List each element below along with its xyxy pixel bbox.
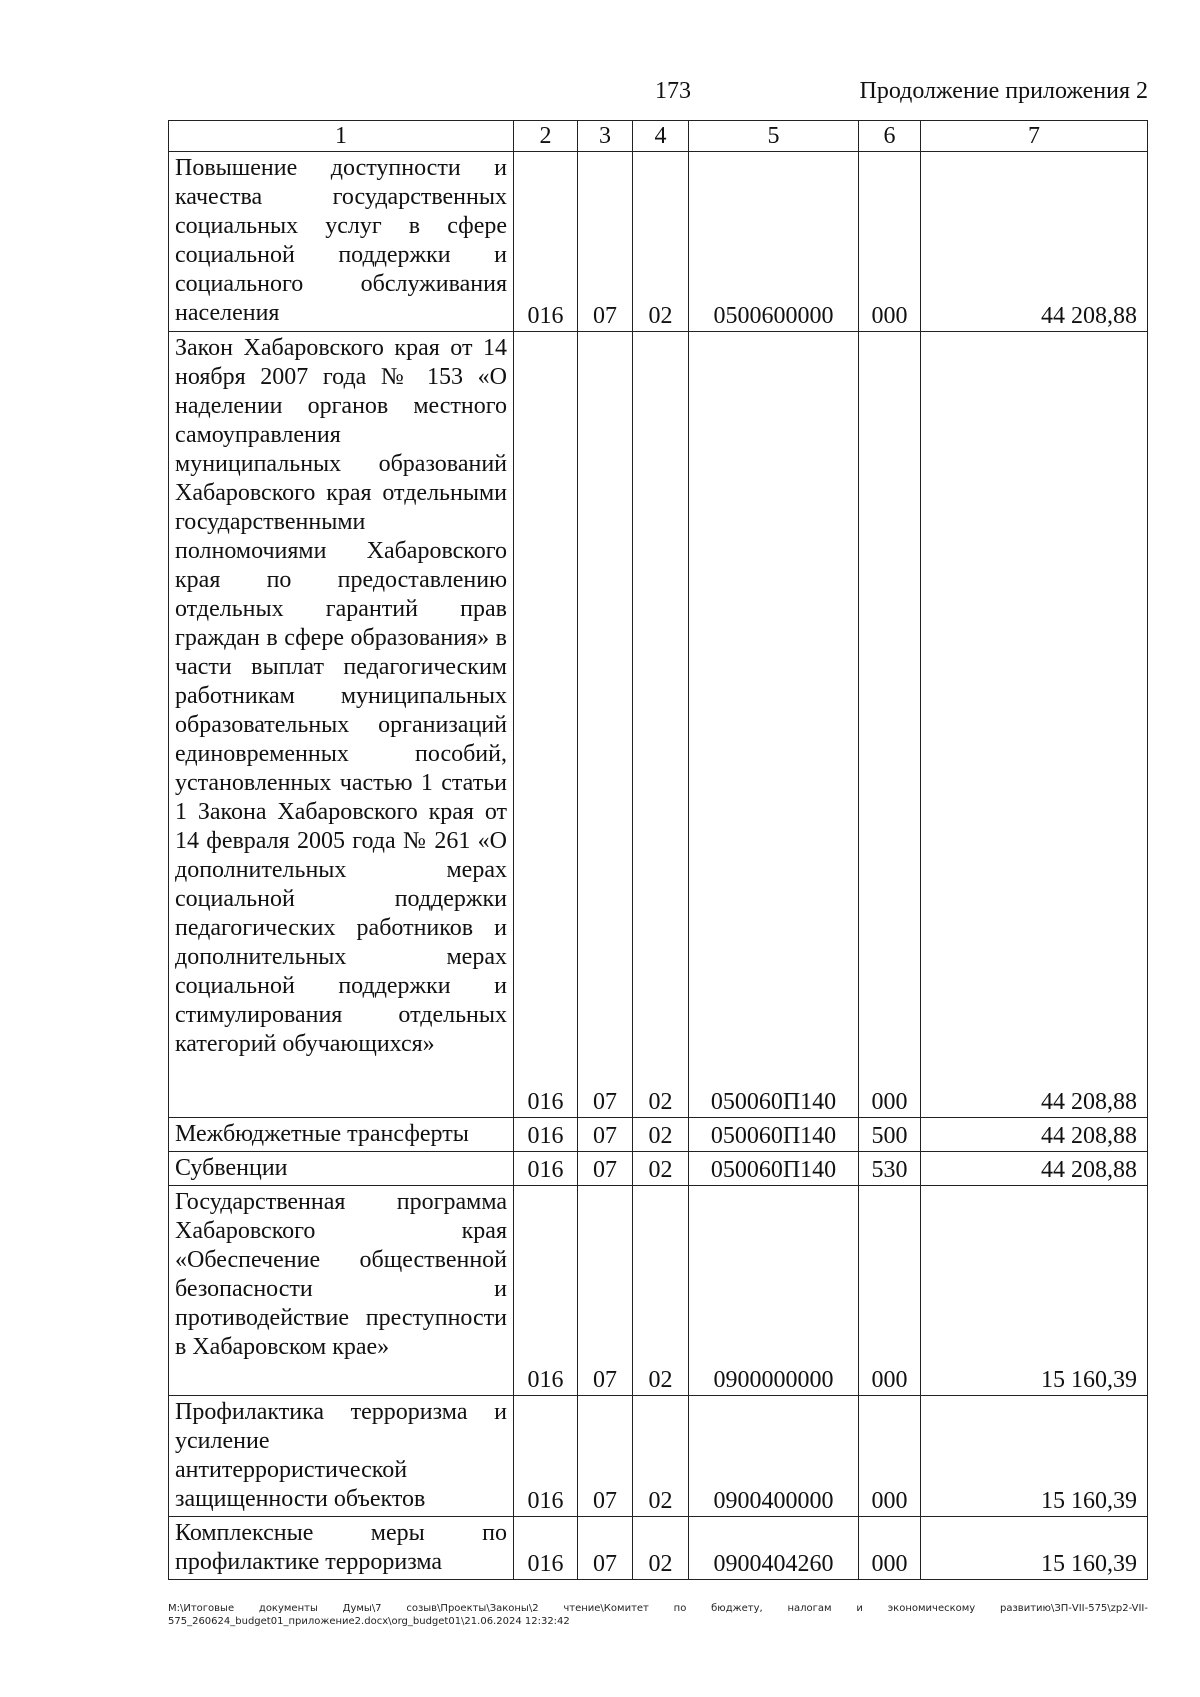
table-row [169, 152, 1148, 332]
code-cell: 000 [859, 1396, 921, 1517]
table-row [169, 1152, 1148, 1186]
code-cell: 02 [633, 1517, 689, 1580]
budget-table [168, 120, 1148, 1580]
amount-cell: 44 208,88 [921, 152, 1148, 332]
page-number: 173 [655, 78, 691, 104]
code-cell: 016 [514, 1517, 578, 1580]
amount-cell: 44 208,88 [921, 1152, 1148, 1186]
code-cell: 02 [633, 1186, 689, 1396]
row-name-cell [169, 1186, 514, 1396]
code-cell: 07 [578, 152, 633, 332]
code-cell: 000 [859, 1186, 921, 1396]
row-name-cell [169, 1517, 514, 1580]
amount-cell: 44 208,88 [921, 332, 1148, 1118]
code-cell: 016 [514, 332, 578, 1118]
code-cell: 02 [633, 1396, 689, 1517]
column-header: 1 [169, 121, 514, 152]
column-header: 2 [514, 121, 578, 152]
code-cell: 07 [578, 332, 633, 1118]
table-row [169, 1186, 1148, 1396]
row-name-cell [169, 1152, 514, 1186]
document-path-footer: М:\Итоговые документы Думы\7 созыв\Проекты\Законы\2 чтение\Комитет по бюджету, налогам и экономическому развитию\ЗП-VII-575\zp2-VII-575_260624_budget01_приложение2.docx\org_budget01\21.06.2024 12:32:42 [168, 1603, 1148, 1627]
code-cell: 050060П140 [689, 332, 859, 1118]
code-cell: 000 [859, 332, 921, 1118]
column-header: 6 [859, 121, 921, 152]
code-cell: 02 [633, 1152, 689, 1186]
amount-cell: 15 160,39 [921, 1396, 1148, 1517]
table-row [169, 1118, 1148, 1152]
row-name: Комплексные меры по профилактике терроризма [175, 1520, 507, 1575]
row-name-cell [169, 1396, 514, 1517]
row-name-cell [169, 152, 514, 332]
code-cell: 016 [514, 1186, 578, 1396]
row-name-cell [169, 1118, 514, 1152]
code-cell: 500 [859, 1118, 921, 1152]
code-cell: 530 [859, 1152, 921, 1186]
code-cell: 02 [633, 152, 689, 332]
code-cell: 016 [514, 1396, 578, 1517]
table-header-row [169, 121, 1148, 152]
code-cell: 0900000000 [689, 1186, 859, 1396]
row-name-cell [169, 332, 514, 1118]
code-cell: 07 [578, 1118, 633, 1152]
amount-cell: 44 208,88 [921, 1118, 1148, 1152]
code-cell: 02 [633, 332, 689, 1118]
column-header: 7 [921, 121, 1148, 152]
column-header: 3 [578, 121, 633, 152]
code-cell: 050060П140 [689, 1118, 859, 1152]
table-row [169, 332, 1148, 1118]
continuation-caption: Продолжение приложения 2 [859, 78, 1148, 104]
code-cell: 0500600000 [689, 152, 859, 332]
column-header: 5 [689, 121, 859, 152]
code-cell: 000 [859, 1517, 921, 1580]
code-cell: 016 [514, 1152, 578, 1186]
code-cell: 07 [578, 1517, 633, 1580]
row-name: Профилактика терроризма и усиление антитеррористической защищенности объектов [175, 1399, 507, 1512]
code-cell: 000 [859, 152, 921, 332]
table-row [169, 1396, 1148, 1517]
code-cell: 07 [578, 1396, 633, 1517]
code-cell: 07 [578, 1186, 633, 1396]
row-name: Государственная программа Хабаровского края «Обеспечение общественной безопасности и противодействие преступности в Хабаровском крае» [175, 1189, 507, 1360]
row-name: Межбюджетные трансферты [175, 1121, 469, 1147]
code-cell: 016 [514, 1118, 578, 1152]
code-cell: 050060П140 [689, 1152, 859, 1186]
amount-cell: 15 160,39 [921, 1517, 1148, 1580]
row-name: Субвенции [175, 1155, 288, 1181]
code-cell: 0900404260 [689, 1517, 859, 1580]
column-header: 4 [633, 121, 689, 152]
code-cell: 02 [633, 1118, 689, 1152]
code-cell: 0900400000 [689, 1396, 859, 1517]
code-cell: 016 [514, 152, 578, 332]
table-row [169, 1517, 1148, 1580]
row-name: Повышение доступности и качества государственных социальных услуг в сфере социальной поддержки и социального обслуживания населения [175, 155, 507, 326]
amount-cell: 15 160,39 [921, 1186, 1148, 1396]
row-name: Закон Хабаровского края от 14 ноября 2007 года № 153 «О наделении органов местного самоуправления муниципальных образований Хабаровского края отдельными государственными полномочиями Хабаровского края по предоставлению отдельных гарантий прав граждан в сфере образования» в части выплат педагогическим работникам муниципальных образовательных организаций единовременных пособий, установленных частью 1 статьи 1 Закона Хабаровского края от 14 февраля 2005 года № 261 «О дополнительных мерах социальной поддержки педагогических работников и дополнительных мерах социальной поддержки и стимулирования отдельных категорий обучающихся» [175, 335, 507, 1057]
code-cell: 07 [578, 1152, 633, 1186]
